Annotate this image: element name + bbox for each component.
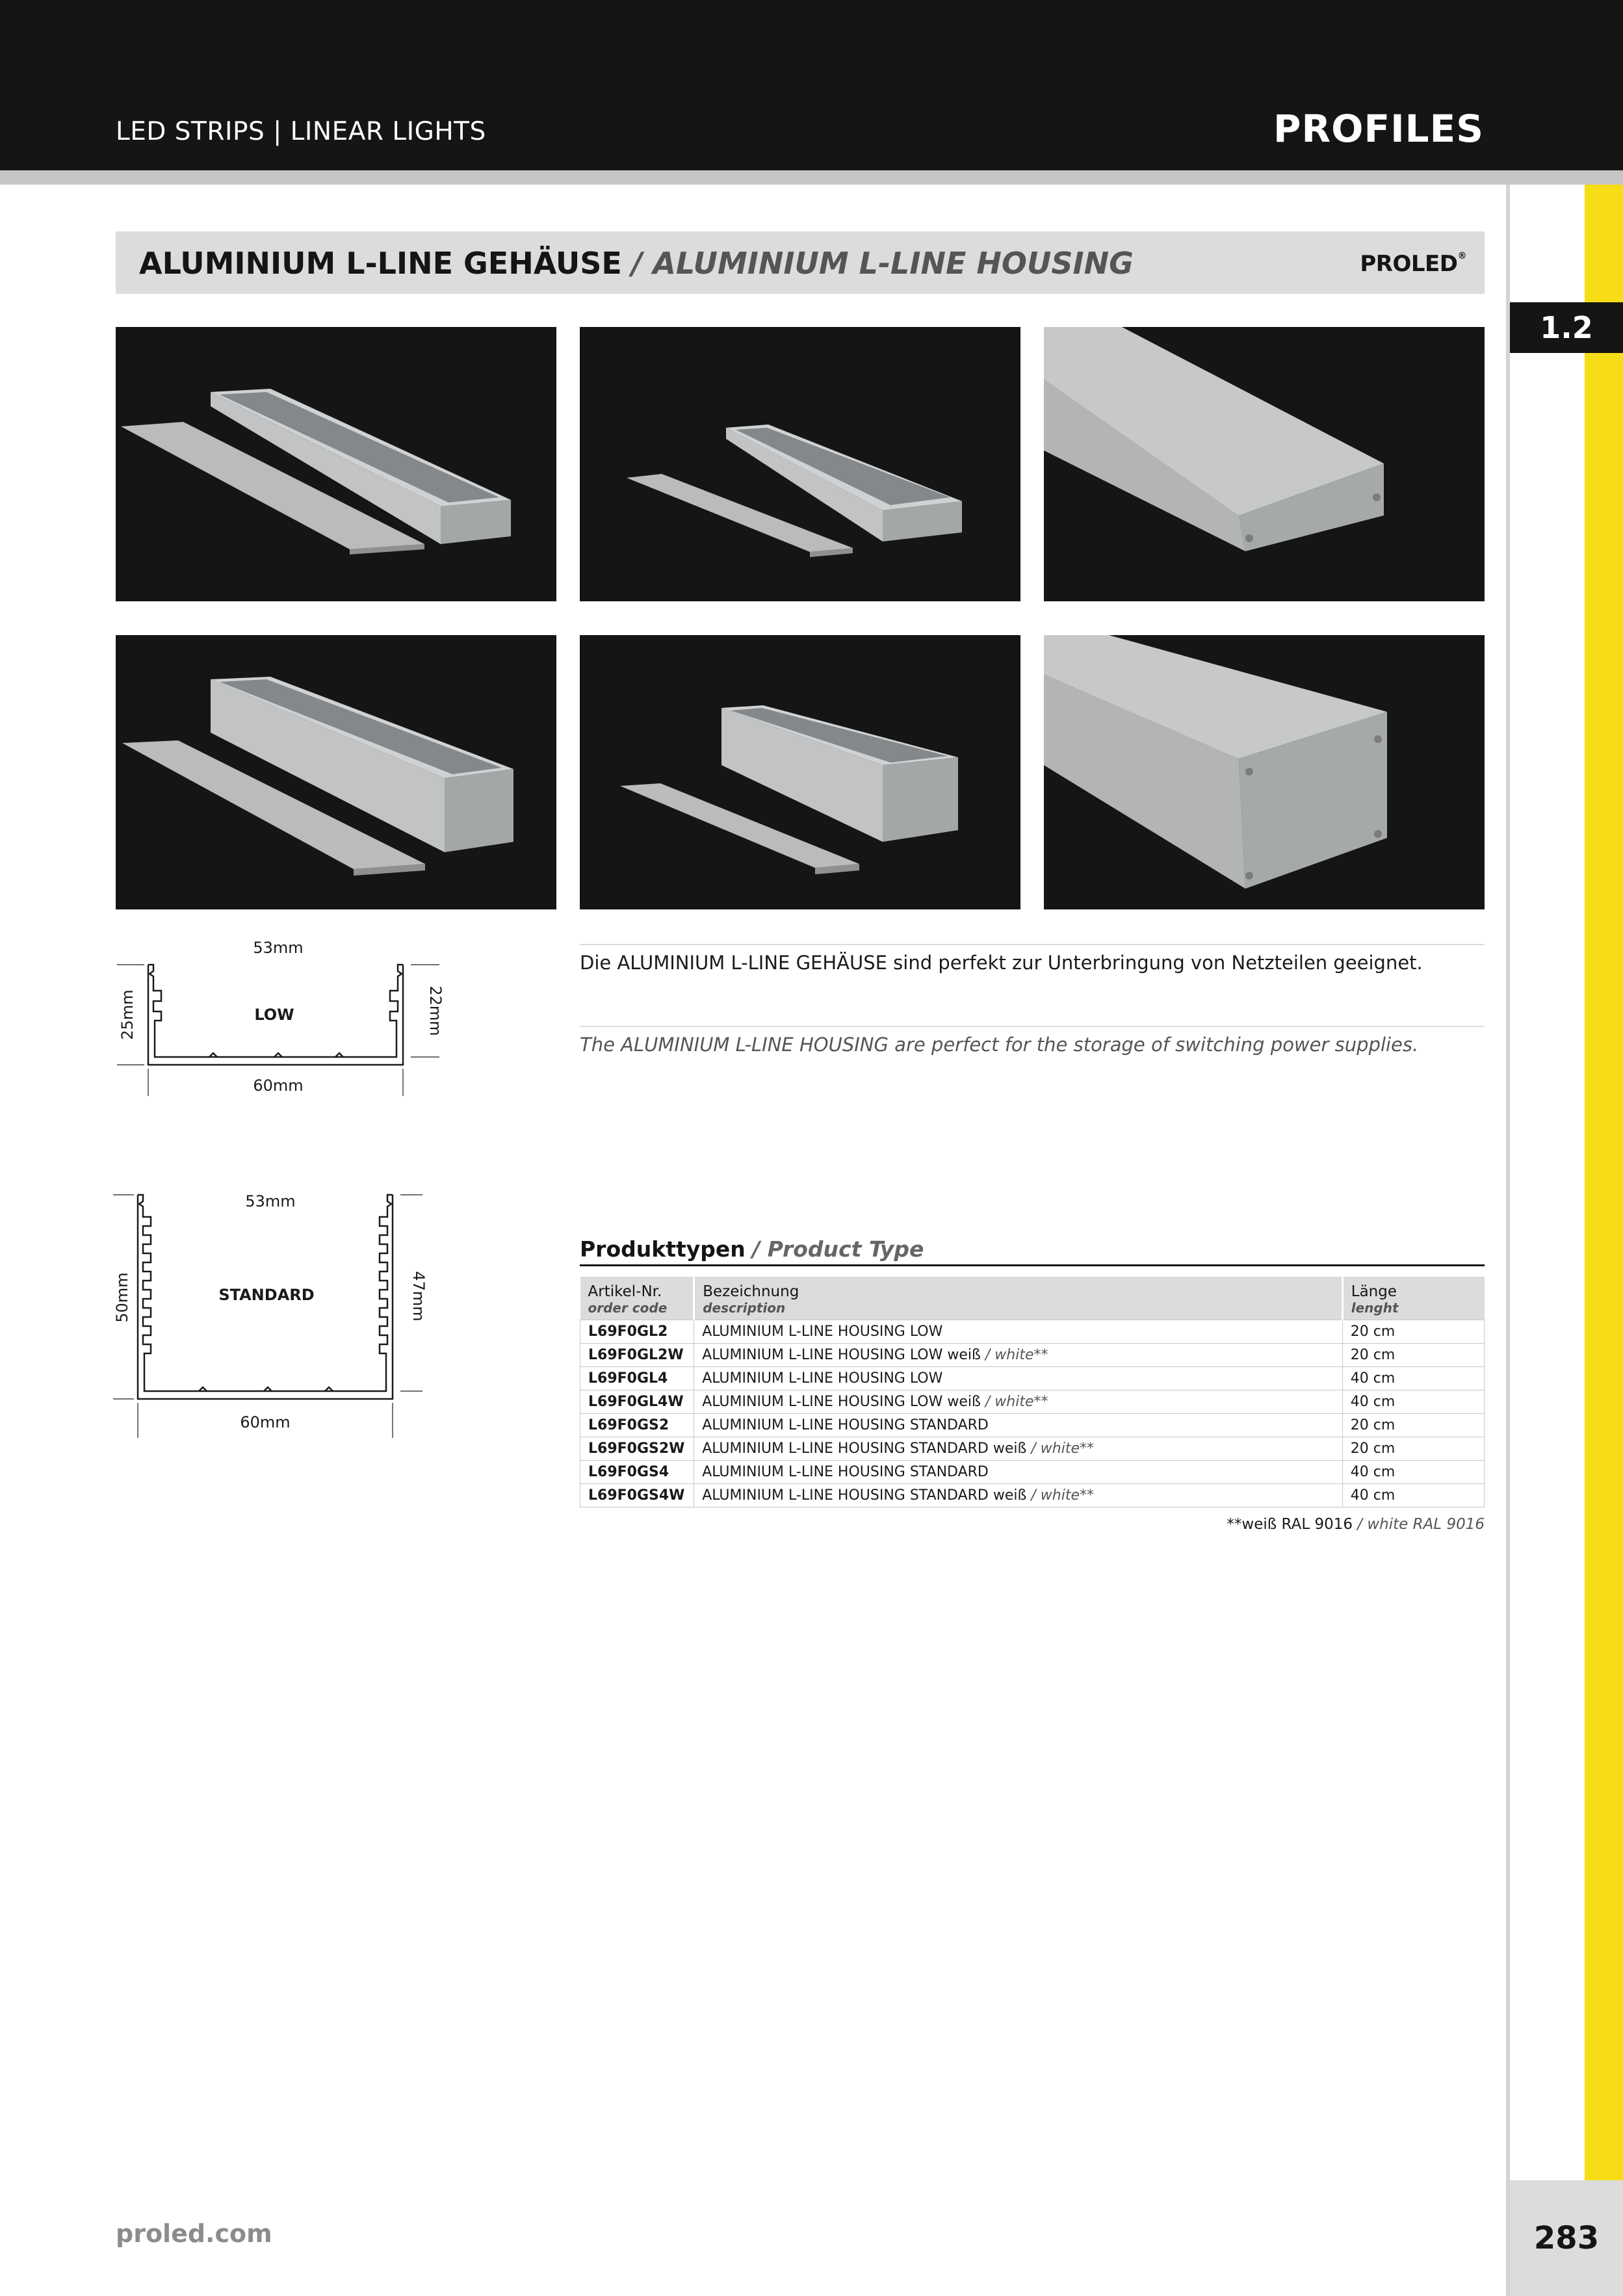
order-code-cell: L69F0GL2 <box>580 1320 694 1344</box>
order-code-cell: L69F0GS4 <box>580 1461 694 1484</box>
order-code-cell: L69F0GS2W <box>580 1437 694 1461</box>
length-cell: 40 cm <box>1342 1367 1484 1390</box>
standard-outer-width-label: 60mm <box>240 1413 291 1431</box>
low-outer-width-label: 60mm <box>253 1076 304 1095</box>
length-cell: 40 cm <box>1342 1484 1484 1507</box>
column-header-de: Artikel-Nr. <box>588 1283 662 1300</box>
side-divider <box>1506 185 1510 2296</box>
description-cell <box>694 1320 1343 1344</box>
standard-inner-height-label: 47mm <box>409 1271 428 1322</box>
description-divider-top <box>580 944 1485 945</box>
description-text: ALUMINIUM L-LINE HOUSING STANDARD weiß <box>702 1441 1027 1457</box>
description-cell <box>694 1367 1343 1390</box>
color-footnote <box>1227 1516 1485 1533</box>
length-cell: 40 cm <box>1342 1461 1484 1484</box>
column-header-de: Bezeichnung <box>703 1283 799 1300</box>
product-type-heading-de: Produkttypen <box>580 1236 746 1262</box>
footer-website-link[interactable]: proled.com <box>116 2219 272 2248</box>
table-row[interactable] <box>580 1367 1485 1390</box>
description-text: ALUMINIUM L-LINE HOUSING LOW <box>702 1324 943 1340</box>
table-header-row <box>580 1277 1485 1320</box>
header-section: PROFILES <box>1273 107 1484 151</box>
order-code-cell: L69F0GL2W <box>580 1344 694 1367</box>
table-row[interactable] <box>580 1320 1485 1344</box>
product-photo-standard-closed-closeup <box>1044 635 1485 909</box>
header-category: LED STRIPS | LINEAR LIGHTS <box>116 117 486 146</box>
length-cell: 20 cm <box>1342 1320 1484 1344</box>
column-header-en: order code <box>588 1300 668 1316</box>
product-photo-low-open-long <box>116 327 556 601</box>
product-type-heading <box>580 1236 924 1262</box>
brand-text: PROLED <box>1360 251 1458 277</box>
description-cell <box>694 1344 1343 1367</box>
length-cell: 20 cm <box>1342 1414 1484 1437</box>
table-row[interactable] <box>580 1461 1485 1484</box>
profile-drawing-standard <box>112 1187 450 1447</box>
product-photo-standard-open-short <box>580 635 1020 909</box>
description-text: ALUMINIUM L-LINE HOUSING LOW <box>702 1370 943 1387</box>
description-text-en: / white** <box>985 1394 1048 1410</box>
table-row[interactable] <box>580 1414 1485 1437</box>
order-code-cell: L69F0GS2 <box>580 1414 694 1437</box>
column-header-en: lenght <box>1351 1300 1399 1316</box>
product-photo-low-open-short <box>580 327 1020 601</box>
table-row[interactable] <box>580 1484 1485 1507</box>
low-inner-height-label: 22mm <box>426 985 445 1036</box>
title-de: ALUMINIUM L-LINE GEHÄUSE <box>139 246 622 281</box>
description-text-en: / white** <box>1031 1441 1094 1457</box>
product-type-rule <box>580 1264 1485 1266</box>
low-profile-label: LOW <box>254 1006 294 1024</box>
table-row[interactable] <box>580 1344 1485 1367</box>
description-text-en: / white** <box>985 1347 1048 1363</box>
column-header-de: Länge <box>1351 1283 1397 1300</box>
standard-inner-width-label: 53mm <box>245 1192 296 1210</box>
order-code-cell: L69F0GS4W <box>580 1484 694 1507</box>
description-text: ALUMINIUM L-LINE HOUSING LOW weiß <box>702 1394 981 1410</box>
product-type-heading-en: / Product Type <box>752 1236 924 1262</box>
brand-logo <box>1360 251 1466 277</box>
standard-outer-height-label: 50mm <box>113 1272 131 1323</box>
description-text-en: / white** <box>1031 1487 1094 1504</box>
description-text: ALUMINIUM L-LINE HOUSING LOW weiß <box>702 1347 981 1363</box>
description-text: ALUMINIUM L-LINE HOUSING STANDARD weiß <box>702 1487 1027 1504</box>
chapter-tab[interactable]: 1.2 <box>1510 302 1623 353</box>
standard-profile-label: STANDARD <box>218 1286 315 1304</box>
description-en: The ALUMINIUM L-LINE HOUSING are perfect for the storage of switching power supplies. <box>580 1034 1419 1056</box>
profile-drawing-low <box>112 936 450 1105</box>
length-cell: 20 cm <box>1342 1437 1484 1461</box>
title-en: / ALUMINIUM L-LINE HOUSING <box>631 246 1134 281</box>
page-title <box>139 246 1134 281</box>
column-header-order-code <box>580 1277 694 1320</box>
description-divider-middle <box>580 1026 1485 1027</box>
page-number: 283 <box>1510 2180 1623 2296</box>
description-cell <box>694 1390 1343 1414</box>
footnote-en: / white RAL 9016 <box>1357 1516 1485 1533</box>
description-cell <box>694 1414 1343 1437</box>
column-header-length <box>1342 1277 1484 1320</box>
description-text: ALUMINIUM L-LINE HOUSING STANDARD <box>702 1417 989 1433</box>
footnote-de: **weiß RAL 9016 <box>1227 1516 1353 1533</box>
registered-mark-icon: ® <box>1457 251 1466 261</box>
product-photo-low-closed-closeup <box>1044 327 1485 601</box>
order-code-cell: L69F0GL4W <box>580 1390 694 1414</box>
description-text: ALUMINIUM L-LINE HOUSING STANDARD <box>702 1464 989 1480</box>
column-header-description <box>694 1277 1343 1320</box>
description-cell <box>694 1437 1343 1461</box>
chapter-color-bar <box>1585 185 1623 2180</box>
length-cell: 40 cm <box>1342 1390 1484 1414</box>
product-type-table <box>580 1277 1485 1507</box>
product-photo-standard-open-long <box>116 635 556 909</box>
header-stripe <box>0 170 1623 185</box>
description-cell <box>694 1484 1343 1507</box>
length-cell: 20 cm <box>1342 1344 1484 1367</box>
column-header-en: description <box>703 1300 786 1316</box>
description-cell <box>694 1461 1343 1484</box>
table-row[interactable] <box>580 1390 1485 1414</box>
order-code-cell: L69F0GL4 <box>580 1367 694 1390</box>
low-outer-height-label: 25mm <box>118 989 136 1040</box>
low-inner-width-label: 53mm <box>253 939 304 957</box>
title-band <box>116 231 1485 294</box>
description-de: Die ALUMINIUM L-LINE GEHÄUSE sind perfekt zur Unterbringung von Netzteilen geeignet. <box>580 952 1423 974</box>
table-row[interactable] <box>580 1437 1485 1461</box>
